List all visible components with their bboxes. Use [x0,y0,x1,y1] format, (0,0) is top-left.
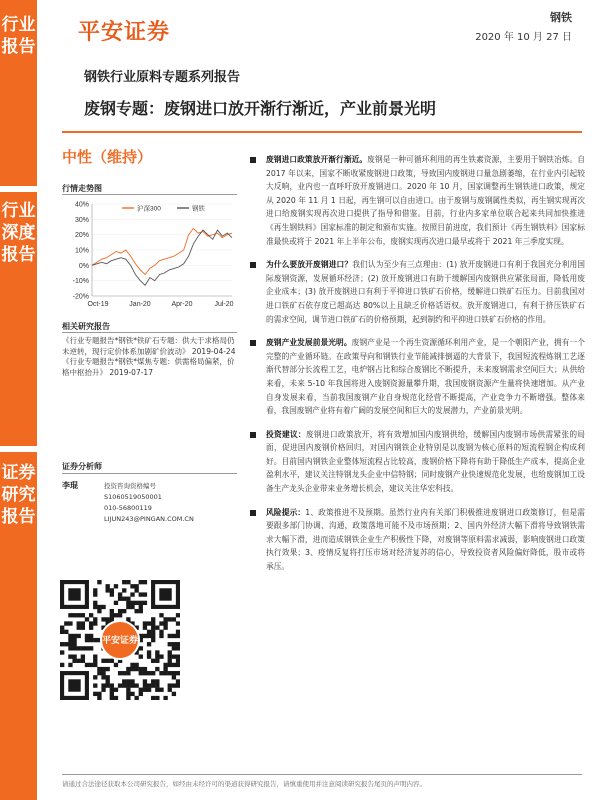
related-report-item[interactable]: 《行业专题报告*钢铁*煤焦专题：供需格局偏紧，价格中枢抬升》 2019-07-17 [62,357,235,377]
bullet-icon [250,262,256,268]
y-tick-label: 10% [74,247,89,255]
paragraph-text: 我们认为至少有三点理由：(1) 放开废钢进口有利于我国充分利用国际废钢资源，发展循环经济；(2) 放开废钢进口有助于缓解国内废钢供应紧张局面，降低用废企业成本；(3) 放开废钢进口有利于平抑进口铁矿石价格，缓解进口铁矿石压力。目前我国对进口铁矿石依存度已超高达 80%以上且缺乏价格话语权。放开废钢进口，有利于挤压铁矿石的需求空间，调节进口铁矿石的价格预期，起到制约和平抑进口铁矿石价格的作用。 [266,260,585,324]
sidebar-divider [0,446,37,452]
related-reports-list [62,336,240,378]
industry-tag: 钢铁 [550,11,572,24]
sidebar-label-report-depth: 行业深度报告 [1,201,36,265]
paragraph-lead: 风险提示： [266,507,306,517]
analyst-cert-label: 投资咨询资格编号 [104,482,156,490]
series-line [92,229,232,275]
trend-heading: 行情走势图 [62,184,102,193]
report-title: 废钢专题：废钢进口放开渐行渐近，产业前景光明 [84,99,437,118]
analyst-contact [104,481,194,525]
report-summary [250,153,585,584]
footer-disclaimer: 请通过合法途径获取本公司研究报告，如经由未经许可的渠道获得研究报告，请慎重使用并注意阅读研究报告尾页的声明内容。 [62,780,426,788]
footer-divider [62,774,582,775]
series-line [92,230,232,285]
related-report-item[interactable]: 《行业专题报告*钢铁*铁矿石专题：供大于求格局仍未逆转，现行定价体系加剧矿价波动》 2019-04-24 [62,336,236,356]
y-tick-label: -20% [72,293,89,301]
x-tick-label: Apr-20 [171,301,193,308]
analyst-cert-number: S1060519050001 [104,493,162,501]
y-tick-label: -10% [72,278,89,286]
summary-paragraph [250,428,585,496]
qr-code-icon [60,580,180,700]
y-tick-label: 40% [74,201,89,209]
paragraph-text: 1、政策推进不及预期。虽然行业内有关部门积极推进废钢进口政策修订，但是需要跟多部门协调、沟通，政策落地可能不及市场预期；2、国内外经济大幅下滑将导致钢铁需求大幅下滑，进而造成钢铁企业生产积极性下降，对废钢等原料需求减弱，影响废钢进口政策执行效果；3、疫情反复将打压市场对经济复苏的信心，导致投资者风险偏好降低，股市或将承压。 [266,507,585,572]
trend-chart-svg [62,196,237,313]
paragraph-lead: 废钢进口政策放开渐行渐近。 [266,155,368,164]
paragraph-lead: 为什么要放开废钢进口？ [266,260,353,270]
company-logo: 平安证券 [78,20,171,45]
analyst-name: 李琨 [62,481,78,490]
bullet-icon [250,432,256,438]
summary-paragraph [250,258,585,326]
y-tick-label: 0% [78,262,89,270]
analyst-email[interactable]: LIJUN243@PINGAN.COM.CN [104,515,194,523]
analyst-heading: 证券分析师 [62,462,102,471]
report-date: 2020 年 10 月 27 日 [475,32,572,43]
title-divider [62,131,582,133]
report-series: 钢铁行业原料专题系列报告 [84,70,241,85]
sidebar-label-securities-research: 证券研究报告 [1,463,36,527]
qr-logo-label: 平安证券 [101,636,139,646]
analyst-phone: 010-56800119 [104,504,152,512]
paragraph-text: 废钢产业是一个再生资源循环利用产业，是一个朝阳产业，拥有一个完整的产业循环链。在政策导向和钢铁行业节能减排倒逼的大背景下，我国短流程炼钢工艺逐渐代替部分长流程工艺，电炉钢占比和综合废钢比不断提升，未来废钢需求空间巨大；从供给来看，未来 5-10 年我国将进入废钢资源量攀升期，我国废钢资源产生量将快速增加。从产业自身发展来看，当前我国废钢产业自身规范化经营不断提高，产业竞争力不断增强。整体来看，我国废钢产业将有着广阔的发展空间和巨大的发展潜力，产业前景光明。 [266,338,585,416]
left-sidebar [0,0,37,800]
summary-paragraph [250,336,585,418]
paragraph-lead: 投资建议： [266,429,306,439]
related-heading: 相关研究报告 [62,322,110,331]
x-tick-label: Oct-19 [87,301,109,308]
y-tick-label: 20% [74,232,89,240]
bullet-icon [250,340,256,346]
sidebar-label-report-type: 行业报告 [1,15,36,57]
x-tick-label: Jan-20 [129,301,151,308]
sidebar-divider [0,186,37,192]
legend-label: 钢铁 [192,205,205,213]
trend-chart [62,196,237,313]
rating-label: 中性（维持） [62,148,153,166]
paragraph-text: 废钢进口政策放开，将有效增加国内废钢供给，缓解国内废钢市场供需紧张的局面，促进国内废钢价格回归，对国内钢铁企业特别是以废钢为核心原料的短流程钢企构成利好。目前国内钢铁企业整体短流程占比较高，废钢价格下降将有助于降低生产成本，提高企业盈利水平，建议关注特钢龙头企业中信特钢；同时废钢产业快速规范化发展，也给废钢加工设备生产龙头企业带来业务增长机会，建议关注华宏科技。 [266,429,585,494]
summary-paragraph [250,506,585,574]
bullet-icon [250,510,256,516]
y-tick-label: 30% [74,216,89,224]
section-divider [62,332,237,333]
x-tick-label: Jul-20 [214,301,234,308]
section-divider [62,194,237,195]
bullet-icon [250,157,256,163]
paragraph-text: 废钢是一种可循环利用的再生铁素资源，主要用于钢铁冶炼。自 2017 年以来，国家不断收紧废钢进口政策，导致国内废钢进口量急剧萎缩，在行业内引起较大反响，业内也一直呼吁放开废钢进口。2020 年 10 月，国家调整再生钢铁进口政策，规定从 2020 年 11 月 1 日起，再生钢可以自由进口。由于废钢与废钢属性类似，再生钢实现再次进口给废钢实现再次进口提供了指导和借鉴。目前，行业内多家单位联合起来共同加快推进《再生钢铁料》国家标准的制定和颁布实施。按照目前进度，我们预计《再生钢铁料》国家标准最快或将于 2021 年上半年公布，废钢实现再次进口最早或将于 2021 年三季度实现。 [266,155,585,246]
legend-label: 沪深300 [137,205,161,213]
summary-paragraph [250,153,585,248]
section-divider [62,473,237,474]
paragraph-lead: 废钢产业发展前景光明。 [266,338,352,348]
